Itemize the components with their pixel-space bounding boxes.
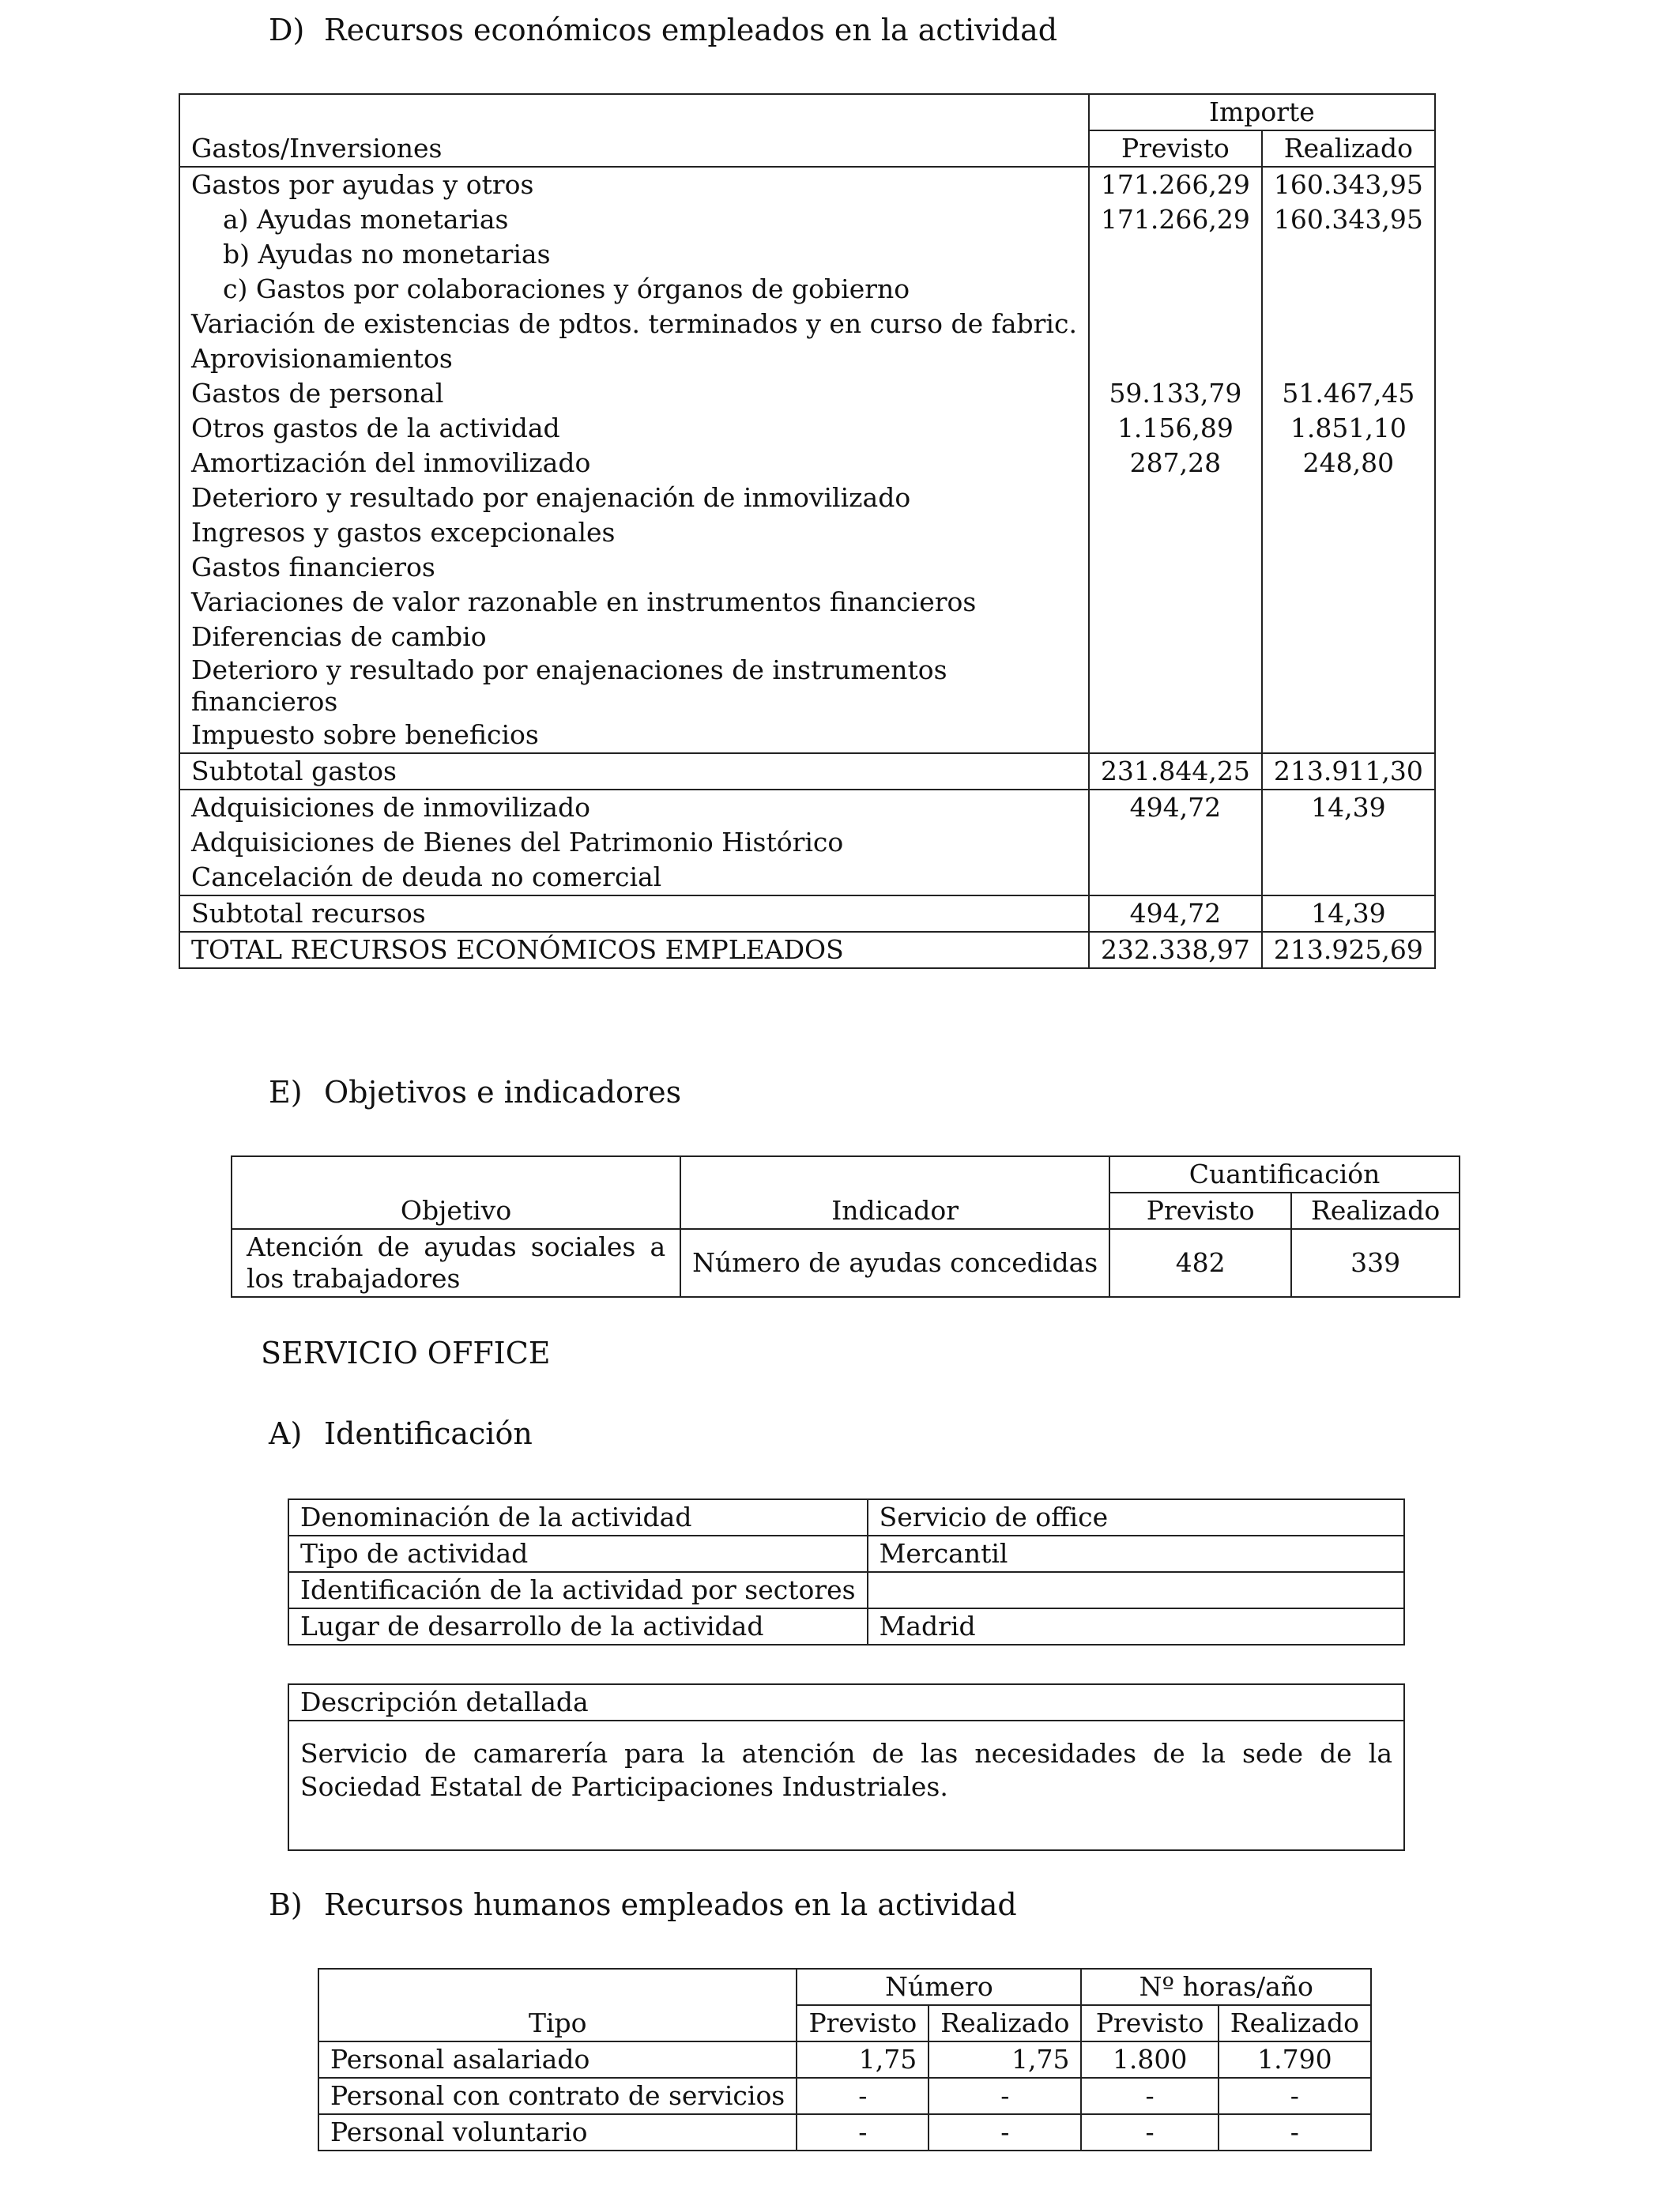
- col-header-realizado: Realizado: [1219, 2005, 1371, 2041]
- table-row: Tipo de actividad Mercantil: [288, 1536, 1404, 1572]
- col-header-objetivo: Objetivo: [232, 1156, 680, 1229]
- table-row: Adquisiciones de inmovilizado 494,72 14,39: [179, 790, 1435, 825]
- section-letter: B): [269, 1887, 303, 1922]
- table-row: Aprovisionamientos: [179, 341, 1435, 376]
- description-text: Servicio de camarería para la atención de las necesidades de la sede de la Sociedad Estatal de Participaciones Industriales.: [288, 1721, 1404, 1850]
- table-row: Gastos financieros: [179, 550, 1435, 585]
- table-row: Gastos por ayudas y otros 171.266,29 160.343,95: [179, 167, 1435, 202]
- col-header-gastos: Gastos/Inversiones: [179, 94, 1089, 167]
- table-row: a) Ayudas monetarias 171.266,29 160.343,95: [179, 202, 1435, 237]
- table-row: Atención de ayudas sociales a los trabajadores Número de ayudas concedidas 482 339: [232, 1229, 1460, 1297]
- col-header-horas: Nº horas/año: [1081, 1969, 1371, 2005]
- section-letter: A): [269, 1416, 303, 1451]
- section-a-heading: [269, 1416, 533, 1451]
- total-row: TOTAL RECURSOS ECONÓMICOS EMPLEADOS 232.338,97 213.925,69: [179, 932, 1435, 968]
- table-row: b) Ayudas no monetarias: [179, 237, 1435, 272]
- table-row: Variación de existencias de pdtos. terminados y en curso de fabric.: [179, 307, 1435, 341]
- table-row: Amortización del inmovilizado 287,28 248,80: [179, 446, 1435, 481]
- section-title: Recursos humanos empleados en la actividad: [324, 1887, 1017, 1922]
- section-letter: E): [269, 1075, 303, 1110]
- section-title: Objetivos e indicadores: [324, 1075, 682, 1110]
- subtotal-recursos-row: Subtotal recursos 494,72 14,39: [179, 895, 1435, 932]
- table-row: Impuesto sobre beneficios: [179, 718, 1435, 753]
- col-header-cuantificacion: Cuantificación: [1109, 1156, 1460, 1193]
- table-row: Denominación de la actividad Servicio de office: [288, 1499, 1404, 1536]
- col-header-previsto: Previsto: [1089, 130, 1262, 167]
- col-header-previsto: Previsto: [797, 2005, 929, 2041]
- table-row: Gastos de personal 59.133,79 51.467,45: [179, 376, 1435, 411]
- col-header-realizado: Realizado: [1291, 1193, 1460, 1229]
- col-header-realizado: Realizado: [929, 2005, 1081, 2041]
- col-header-numero: Número: [797, 1969, 1081, 2005]
- table-row: Cancelación de deuda no comercial: [179, 860, 1435, 895]
- section-title: Identificación: [324, 1416, 533, 1451]
- table-row: Personal voluntario - - - -: [318, 2114, 1371, 2151]
- col-header-tipo: Tipo: [318, 1969, 797, 2041]
- table-row: Personal asalariado 1,75 1,75 1.800 1.790: [318, 2041, 1371, 2078]
- objectives-table: [231, 1155, 1460, 1298]
- resources-table: [179, 93, 1436, 969]
- section-e-heading: [269, 1075, 681, 1110]
- table-row: Personal con contrato de servicios - - - -: [318, 2078, 1371, 2114]
- identification-table: [288, 1498, 1405, 1646]
- table-row: Deterioro y resultado por enajenación de inmovilizado: [179, 481, 1435, 515]
- description-header: Descripción detallada: [288, 1684, 1404, 1721]
- col-header-previsto: Previsto: [1081, 2005, 1218, 2041]
- table-row: Lugar de desarrollo de la actividad Madrid: [288, 1608, 1404, 1645]
- section-d-heading: [269, 13, 1057, 47]
- human-resources-table: [318, 1968, 1372, 2151]
- col-header-importe: Importe: [1089, 94, 1435, 130]
- section-title: Recursos económicos empleados en la actividad: [324, 13, 1058, 47]
- table-row: Ingresos y gastos excepcionales: [179, 515, 1435, 550]
- col-header-realizado: Realizado: [1262, 130, 1435, 167]
- subtotal-gastos-row: Subtotal gastos 231.844,25 213.911,30: [179, 753, 1435, 790]
- table-row: Variaciones de valor razonable en instrumentos financieros: [179, 585, 1435, 620]
- table-row: Adquisiciones de Bienes del Patrimonio Histórico: [179, 825, 1435, 860]
- table-row: Deterioro y resultado por enajenaciones de instrumentos financieros: [179, 654, 1435, 718]
- section-letter: D): [269, 13, 305, 47]
- table-row: Otros gastos de la actividad 1.156,89 1.851,10: [179, 411, 1435, 446]
- col-header-previsto: Previsto: [1109, 1193, 1291, 1229]
- table-row: Diferencias de cambio: [179, 620, 1435, 654]
- col-header-indicador: Indicador: [680, 1156, 1109, 1229]
- table-row: c) Gastos por colaboraciones y órganos de gobierno: [179, 272, 1435, 307]
- table-row: Identificación de la actividad por sectores: [288, 1572, 1404, 1608]
- service-title: SERVICIO OFFICE: [261, 1336, 551, 1370]
- section-b-heading: [269, 1887, 1017, 1922]
- description-table: [288, 1683, 1405, 1851]
